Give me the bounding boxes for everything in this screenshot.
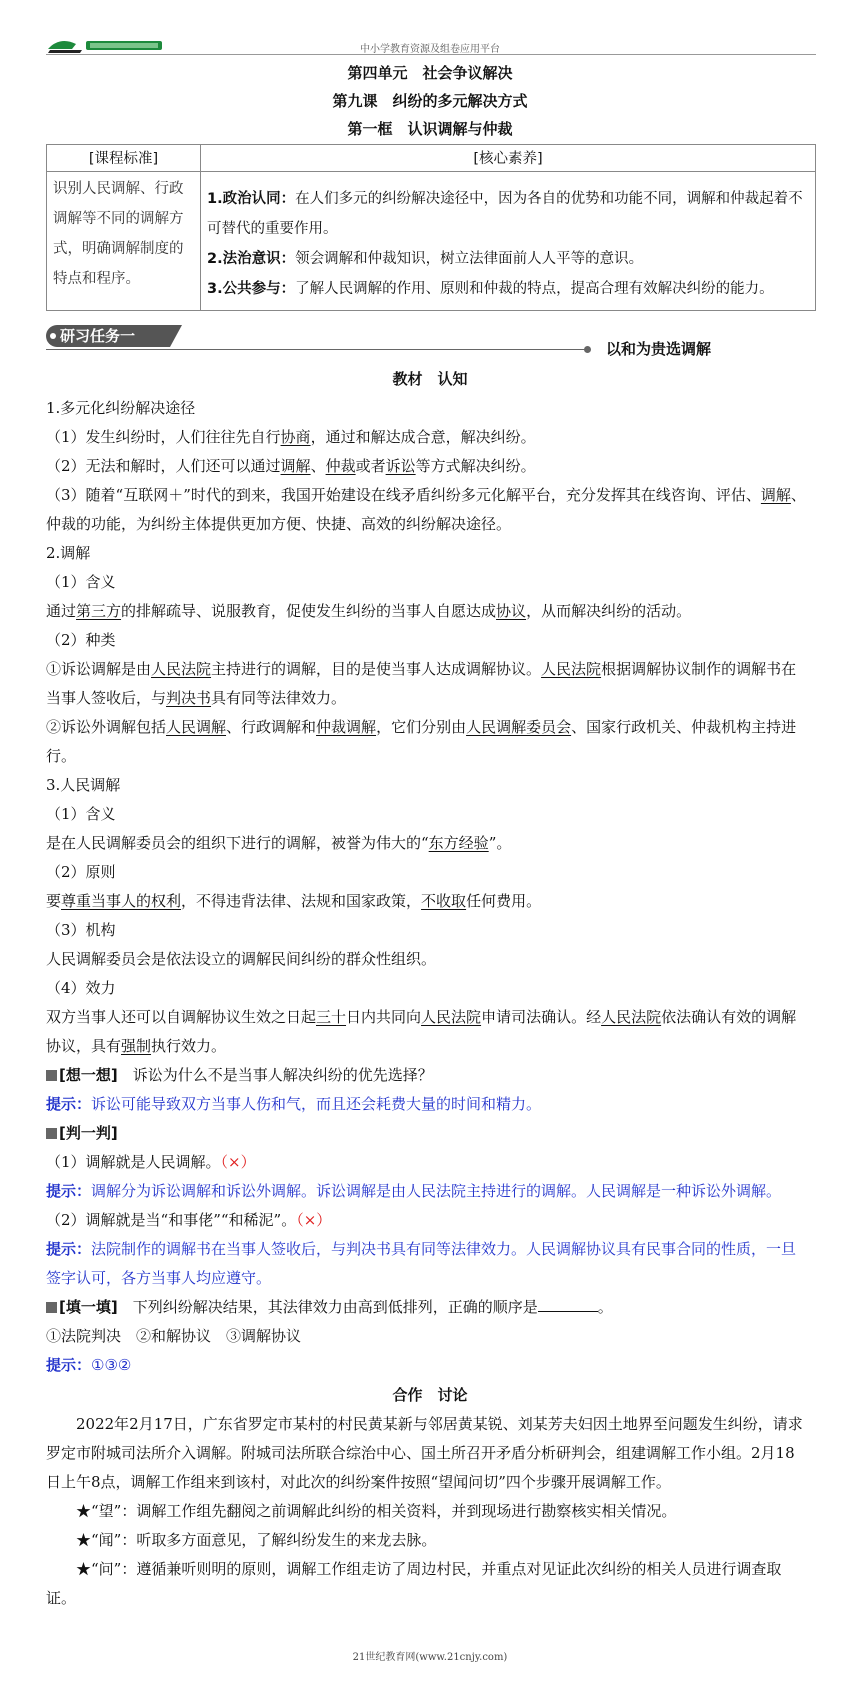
para-7: ①诉讼调解是由人民法院主持进行的调解，目的是使当事人达成调解协议。人民法院根据调解协议制作的调解书在 (46, 660, 797, 678)
case-line: ★“望”：调解工作组先翻阅之前调解此纠纷的相关资料，并到现场进行勘察核实相关情况。 (76, 1502, 677, 1520)
case-line: ★“问”：遵循兼听则明的原则，调解工作组走访了周边村民，并重点对见证此次纠纷的相关人员进行调查取 (76, 1560, 782, 1578)
judge-q2: （2）调解就是当“和事佬”“和稀泥”。（×） (46, 1211, 332, 1229)
para-14: 人民调解委员会是依法设立的调解民间纠纷的群众性组织。 (46, 950, 437, 968)
literacy-item: 3.公共参与：了解人民调解的作用、原则和仲裁的特点，提高合理有效解决纠纷的能力。 (207, 281, 774, 297)
download-icon (46, 1070, 57, 1081)
heading-1: 1.多元化纠纷解决途径 (46, 399, 196, 417)
task-badge: 研习任务一 (46, 325, 170, 347)
para-8: ②诉讼外调解包括人民调解、行政调解和仲裁调解，它们分别由人民调解委员会、国家行政机关、仲裁机构主持进 (46, 718, 797, 736)
para-2: （2）无法和解时，人们还可以通过调解、仲裁或者诉讼等方式解决纠纷。 (46, 457, 536, 475)
col-header-standard: [课程标准] (47, 145, 201, 172)
para-16-cont: 协议，具有强制执行效力。 (46, 1037, 227, 1055)
lesson-title: 第九课 纠纷的多元解决方式 (332, 92, 528, 110)
task-title: 以和为贵选调解 (606, 340, 712, 358)
para-3-cont: 仲裁的功能，为纠纷主体提供更加方便、快捷、高效的纠纷解决途径。 (46, 515, 512, 533)
subsection-hezuo: 合作 讨论 (392, 1386, 468, 1404)
col-header-literacy: [核心素养] (201, 145, 816, 172)
para-1: （1）发生纠纷时，人们往往先自行协商，通过和解达成合意，解决纠纷。 (46, 428, 536, 446)
section-title: 第一框 认识调解与仲裁 (347, 120, 513, 138)
judge-q1: （1）调解就是人民调解。（×） (46, 1153, 256, 1171)
literacy-item: 1.政治认同：在人们多元的纠纷解决途径中，因为各自的优势和功能不同，调解和仲裁起着不可替代的重要作用。 (207, 191, 803, 237)
standards-table (46, 144, 816, 311)
platform-caption: 中小学教育资源及组卷应用平台 (360, 44, 500, 55)
judge-hint-2: 提示：法院制作的调解书在当事人签收后，与判决书具有同等法律效力。人民调解协议具有民事合同的性质，一旦 (46, 1240, 797, 1258)
unit-title: 第四单元 社会争议解决 (347, 64, 513, 82)
header-rule (46, 54, 816, 55)
fill-hint: 提示：①③② (46, 1356, 132, 1374)
standard-text: 识别人民调解、行政调解等不同的调解方式，明确调解制度的特点和程序。 (47, 172, 201, 311)
case-line: 证。 (46, 1589, 77, 1607)
heading-2: 2.调解 (46, 544, 91, 562)
case-line: ★“闻”：听取多方面意见，了解纠纷发生的来龙去脉。 (76, 1531, 437, 1549)
para-7-cont: 当事人签收后，与判决书具有同等法律效力。 (46, 689, 347, 707)
fill-question: [填一填] 下列纠纷解决结果，其法律效力由高到低排列，正确的顺序是 。 (46, 1296, 816, 1318)
para-3: （3）随着“互联网＋”时代的到来，我国开始建设在线矛盾纠纷多元化解平台，充分发挥其在线咨询、评估、调解、 (46, 486, 806, 504)
para-6: （2）种类 (46, 631, 116, 649)
task-header (46, 325, 816, 358)
para-5: 通过第三方的排解疏导、说服教育，促使发生纠纷的当事人自愿达成协议，从而解决纠纷的活动。 (46, 602, 692, 620)
task-rule (46, 349, 586, 350)
case-line: 2022年2月17日，广东省罗定市某村的村民黄某新与邻居黄某锐、刘某芳夫妇因土地界至问题发生纠纷，请求 (76, 1415, 803, 1433)
judge-hint-1: 提示：调解分为诉讼调解和诉讼外调解。诉讼调解是由人民法院主持进行的调解。人民调解是一种诉讼外调解。 (46, 1182, 782, 1200)
para-4: （1）含义 (46, 573, 116, 591)
answer-blank (538, 1297, 598, 1312)
case-line: 日上午8点，调解工作组来到该村，对此次的纠纷案件按照“望闻问切”四个步骤开展调解工作。 (46, 1473, 671, 1491)
think-hint: 提示：诉讼可能导致双方当事人伤和气，而且还会耗费大量的时间和精力。 (46, 1095, 542, 1113)
para-15: （4）效力 (46, 979, 116, 997)
para-10: 是在人民调解委员会的组织下进行的调解，被誉为伟大的“东方经验”。 (46, 834, 512, 852)
judge-label: [判一判] (46, 1122, 816, 1144)
think-question: [想一想] 诉讼为什么不是当事人解决纠纷的优先选择？ (46, 1064, 816, 1086)
subsection-jiaocai: 教材 认知 (392, 370, 468, 388)
judge-hint-2-cont: 签字认可，各方当事人均应遵守。 (46, 1269, 272, 1287)
image-icon (46, 1128, 57, 1139)
pencil-icon (46, 1302, 57, 1313)
literacy-item: 2.法治意识：领会调解和仲裁知识，树立法律面前人人平等的意识。 (207, 251, 644, 267)
para-9: （1）含义 (46, 805, 116, 823)
para-16: 双方当事人还可以自调解协议生效之日起三十日内共同向人民法院申请司法确认。经人民法院依法确认有效的调解 (46, 1008, 797, 1026)
rule-end-dot-icon (584, 346, 591, 353)
fill-options: ①法院判决 ②和解协议 ③调解协议 (46, 1327, 302, 1345)
page-footer: 21世纪教育网(www.21cnjy.com) (352, 1652, 508, 1663)
para-11: （2）原则 (46, 863, 116, 881)
literacy-cell (201, 172, 816, 311)
heading-3: 3.人民调解 (46, 776, 121, 794)
para-13: （3）机构 (46, 921, 116, 939)
para-8-cont: 行。 (46, 747, 77, 765)
dot-icon (50, 333, 56, 339)
case-line: 罗定市附城司法所介入调解。附城司法所联合综治中心、国土所召开矛盾分析研判会，组建调解工作小组。2月18 (46, 1444, 795, 1462)
para-12: 要尊重当事人的权利，不得违背法律、法规和国家政策，不收取任何费用。 (46, 892, 542, 910)
